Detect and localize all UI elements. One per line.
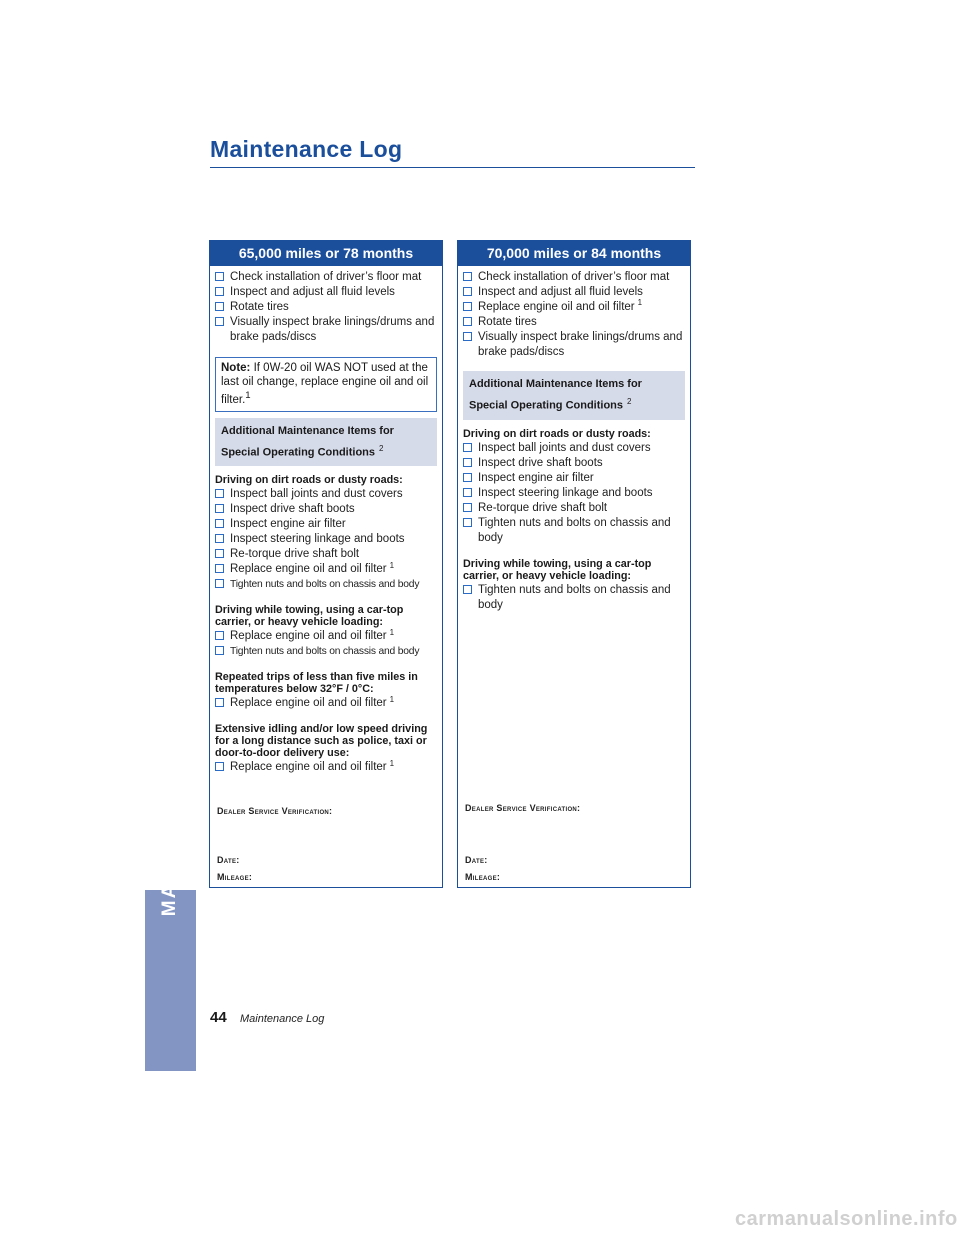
footnote-ref: 1 xyxy=(637,298,643,308)
checklist-item-text: Replace engine oil and oil filter xyxy=(478,301,635,313)
checkbox-icon[interactable] xyxy=(463,443,472,452)
checklist-item-text: Inspect drive shaft boots xyxy=(478,456,603,469)
checkbox-icon[interactable] xyxy=(215,698,224,707)
checklist-item-text: Inspect engine air filter xyxy=(478,471,594,484)
checklist-item xyxy=(463,516,686,546)
checklist-item xyxy=(463,285,686,300)
condition-section xyxy=(458,558,690,613)
checklist-item xyxy=(215,696,438,711)
card-header: 70,000 miles or 84 months xyxy=(458,241,690,266)
checkbox-icon[interactable] xyxy=(215,631,224,640)
condition-heading: Driving while towing, using a car-top carrier, or heavy vehicle loading: xyxy=(463,557,652,582)
checkbox-icon[interactable] xyxy=(463,488,472,497)
checklist-item-text: Inspect drive shaft boots xyxy=(230,503,355,516)
checkbox-icon[interactable] xyxy=(463,458,472,467)
checklist xyxy=(458,266,690,360)
maintenance-card-70000 xyxy=(457,240,691,888)
footnote-ref: 1 xyxy=(389,758,395,768)
checkbox-icon[interactable] xyxy=(463,332,472,341)
checkbox-icon[interactable] xyxy=(463,585,472,594)
checklist-item xyxy=(463,330,686,360)
sections xyxy=(210,474,442,775)
condition-heading: Driving on dirt roads or dusty roads: xyxy=(215,474,403,487)
checklist-item-text: Tighten nuts and bolts on chassis and body xyxy=(230,646,420,658)
condition-heading: Driving on dirt roads or dusty roads: xyxy=(463,427,651,440)
checklist-item xyxy=(215,487,438,502)
note-sup: 1 xyxy=(245,390,251,401)
checkbox-icon[interactable] xyxy=(215,534,224,543)
checklist-item xyxy=(463,441,686,456)
additional-items-box xyxy=(463,371,685,420)
checklist-item-text: Check installation of driver’s floor mat xyxy=(230,271,422,283)
checklist-item-text: Re-torque drive shaft bolt xyxy=(230,548,360,561)
checklist-item-text: Visually inspect brake linings/drums and brake pads/discs xyxy=(230,316,435,343)
watermark: carmanualsonline.info xyxy=(735,1208,958,1230)
checkbox-icon[interactable] xyxy=(215,762,224,771)
additional-items-sup: 2 xyxy=(379,443,384,453)
condition-section xyxy=(210,723,442,775)
checklist-item-text: Tighten nuts and bolts on chassis and body xyxy=(478,583,671,611)
checklist-item xyxy=(215,644,438,659)
note-label: Note: xyxy=(221,362,251,374)
additional-items-sup: 2 xyxy=(627,397,632,406)
checkbox-icon[interactable] xyxy=(463,503,472,512)
condition-section xyxy=(210,474,442,592)
footer-label: Maintenance Log xyxy=(240,1013,325,1025)
page-title: Maintenance Log xyxy=(210,136,403,162)
checklist-item xyxy=(215,547,438,562)
dealer-verification-label: Dealer Service Verification: xyxy=(465,803,581,813)
footnote-ref: 1 xyxy=(389,627,395,637)
mileage-label: Mileage: xyxy=(217,872,253,882)
checkbox-icon[interactable] xyxy=(463,518,472,527)
condition-section xyxy=(210,671,442,711)
page-number: 44 xyxy=(210,1009,227,1026)
condition-section xyxy=(210,604,442,659)
checklist-item xyxy=(215,562,438,577)
checklist-item-text: Inspect steering linkage and boots xyxy=(230,533,405,546)
date-label: Date: xyxy=(217,855,240,865)
additional-items-title: Additional Maintenance Items for Special Operating Conditions xyxy=(469,378,642,412)
checklist-item xyxy=(215,270,438,285)
checklist-item-text: Inspect steering linkage and boots xyxy=(478,486,653,499)
date-label: Date: xyxy=(465,855,488,865)
checklist-item xyxy=(215,629,438,644)
footnote-ref: 1 xyxy=(389,560,395,570)
checklist-item xyxy=(215,285,438,300)
condition-heading: Driving while towing, using a car-top carrier, or heavy vehicle loading: xyxy=(215,604,404,629)
checklist-item-text: Tighten nuts and bolts on chassis and body xyxy=(478,516,671,544)
checkbox-icon[interactable] xyxy=(215,549,224,558)
checklist-item-text: Rotate tires xyxy=(478,316,537,328)
checklist-item xyxy=(463,300,686,315)
checklist-item xyxy=(215,532,438,547)
checkbox-icon[interactable] xyxy=(215,564,224,573)
checklist-item xyxy=(215,300,438,315)
title-divider xyxy=(210,167,695,168)
checklist-item-text: Inspect engine air filter xyxy=(230,518,346,531)
checklist-item xyxy=(463,456,686,471)
checkbox-icon[interactable] xyxy=(215,519,224,528)
condition-heading: Extensive idling and/or low speed driving for a long distance such as police, taxi or door-to-door delivery use: xyxy=(215,723,428,760)
checklist-item-text: Re-torque drive shaft bolt xyxy=(478,501,608,514)
checklist-item xyxy=(463,270,686,285)
checkbox-icon[interactable] xyxy=(215,489,224,498)
checklist-item-text: Tighten nuts and bolts on chassis and body xyxy=(230,579,420,591)
checklist-item xyxy=(463,583,686,613)
checkbox-icon[interactable] xyxy=(463,287,472,296)
checklist-item-text: Inspect and adjust all fluid levels xyxy=(230,286,395,298)
checkbox-icon[interactable] xyxy=(215,287,224,296)
side-label: MAINTENANCE xyxy=(159,753,180,917)
sections xyxy=(458,428,690,613)
card-header: 65,000 miles or 78 months xyxy=(210,241,442,266)
checklist-item xyxy=(215,315,438,345)
additional-items-box xyxy=(215,418,437,467)
side-tab xyxy=(145,890,196,1071)
checklist-item-text: Rotate tires xyxy=(230,301,289,313)
checkbox-icon[interactable] xyxy=(463,272,472,281)
checklist-item-text: Replace engine oil and oil filter xyxy=(230,563,387,576)
checklist-item xyxy=(215,502,438,517)
checkbox-icon[interactable] xyxy=(215,579,224,588)
additional-items-title: Additional Maintenance Items for Special Operating Conditions xyxy=(221,424,394,459)
checklist-item xyxy=(463,315,686,330)
checklist-item-text: Replace engine oil and oil filter xyxy=(230,630,387,643)
checklist-item-text: Check installation of driver’s floor mat xyxy=(478,271,670,283)
checkbox-icon[interactable] xyxy=(463,473,472,482)
checklist-item-text: Visually inspect brake linings/drums and brake pads/discs xyxy=(478,331,683,358)
checklist-item-text: Inspect ball joints and dust covers xyxy=(230,488,403,501)
checklist-item-text: Inspect and adjust all fluid levels xyxy=(478,286,643,298)
checklist-item xyxy=(463,471,686,486)
checkbox-icon[interactable] xyxy=(215,302,224,311)
checklist-item-text: Inspect ball joints and dust covers xyxy=(478,441,651,454)
checklist-item xyxy=(215,577,438,592)
checklist-item xyxy=(215,517,438,532)
checkbox-icon[interactable] xyxy=(215,504,224,513)
dealer-verification-label: Dealer Service Verification: xyxy=(217,806,333,816)
footnote-ref: 1 xyxy=(389,694,395,704)
oil-note xyxy=(215,357,437,412)
condition-heading: Repeated trips of less than five miles in temperatures below 32°F / 0°C: xyxy=(215,671,418,696)
checklist-item-text: Replace engine oil and oil filter xyxy=(230,761,387,774)
checkbox-icon[interactable] xyxy=(463,302,472,311)
mileage-label: Mileage: xyxy=(465,872,501,882)
note-text: If 0W-20 oil WAS NOT used at the last oil change, replace engine oil and oil filter. xyxy=(221,362,429,406)
maintenance-card-65000 xyxy=(209,240,443,888)
checklist-item xyxy=(215,760,438,775)
checkbox-icon[interactable] xyxy=(463,317,472,326)
checkbox-icon[interactable] xyxy=(215,646,224,655)
checklist-item xyxy=(463,501,686,516)
condition-section xyxy=(458,428,690,546)
checklist-item xyxy=(463,486,686,501)
checkbox-icon[interactable] xyxy=(215,317,224,326)
checklist xyxy=(210,266,442,345)
checkbox-icon[interactable] xyxy=(215,272,224,281)
checklist-item-text: Replace engine oil and oil filter xyxy=(230,697,387,710)
